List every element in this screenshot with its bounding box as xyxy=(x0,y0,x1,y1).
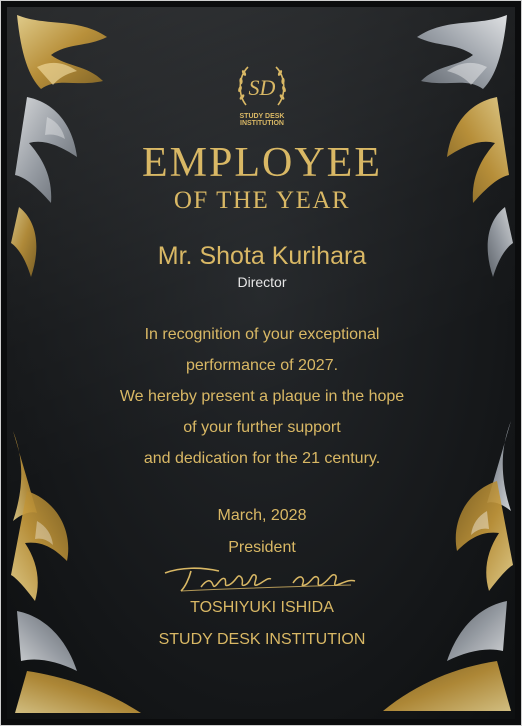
logo-monogram: SD xyxy=(248,75,276,100)
logo-text-line2: INSTITUTION xyxy=(240,120,284,127)
citation-line: of your further support xyxy=(183,419,341,436)
recipient-name: Mr. Shota Kurihara xyxy=(157,242,367,270)
citation-text xyxy=(1,319,522,474)
citation-line: We hereby present a plaque in the hope xyxy=(119,388,405,405)
logo-caption xyxy=(232,113,292,127)
institution-name: STUDY DESK INSTITUTION xyxy=(158,631,366,648)
laurel-wreath-icon xyxy=(232,59,292,113)
recipient-position: Director xyxy=(237,274,287,290)
award-title-line1: EMPLOYEE xyxy=(142,140,382,186)
logo-text-line1: STUDY DESK xyxy=(239,113,285,120)
citation-line: performance of 2027. xyxy=(185,357,339,374)
citation-line: and dedication for the 21 century. xyxy=(143,450,381,467)
signer-name: TOSHIYUKI ISHIDA xyxy=(190,599,334,616)
award-title-line2: OF THE YEAR xyxy=(173,187,351,214)
institution-logo xyxy=(232,59,292,129)
award-date: March, 2028 xyxy=(217,507,307,524)
citation-line: In recognition of your exceptional xyxy=(144,326,380,343)
presenter-role: President xyxy=(228,539,296,556)
handwritten-signature xyxy=(161,561,371,595)
